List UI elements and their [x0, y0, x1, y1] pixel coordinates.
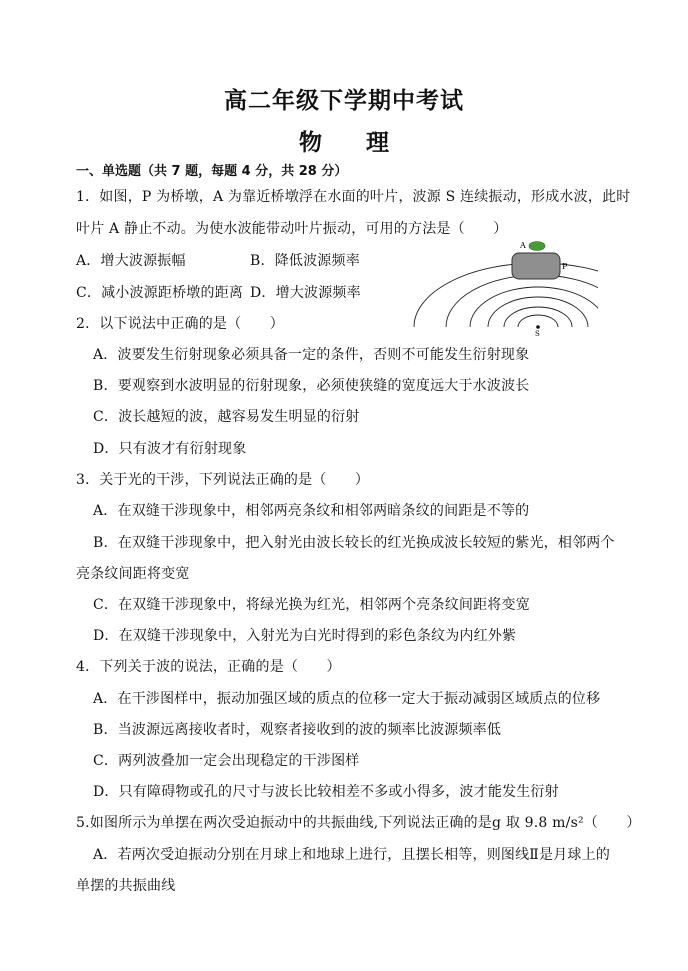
wave-ripples — [414, 263, 598, 327]
bridge-pier-shape — [512, 253, 560, 279]
subject-char-2: 理 — [366, 130, 389, 156]
q3-stem: 3．关于光的干涉，下列说法正确的是（ ） — [76, 472, 370, 488]
q5-option-a-line1: A．若两次受迫振动分别在月球上和地球上进行，且摆长相等，则图线Ⅱ是月球上的 — [93, 847, 611, 863]
q1-stem-line1: 1．如图，P 为桥墩，A 为靠近桥墩浮在水面的叶片，波源 S 连续振动，形成水波，此时 — [76, 189, 631, 205]
q4-option-d: D．只有障碍物或孔的尺寸与波长比较相差不多或小得多，波才能发生衍射 — [93, 784, 559, 800]
q3-option-a: A．在双缝干涉现象中，相邻两亮条纹和相邻两暗条纹的间距是不等的 — [93, 503, 530, 519]
q2-option-c: C．波长越短的波，越容易发生明显的衍射 — [93, 409, 360, 425]
q1-stem-line2: 叶片 A 静止不动。为使水波能带动叶片振动，可用的方法是（ ） — [76, 221, 508, 237]
q3-option-c: C．在双缝干涉现象中，将绿光换为红光，相邻两个亮条纹间距将变宽 — [93, 597, 530, 613]
q1-figure — [408, 236, 598, 336]
q3-option-d: D．在双缝干涉现象中，入射光为白光时得到的彩色条纹为内红外紫 — [93, 628, 517, 644]
q5-stem: 5.如图所示为单摆在两次受迫振动中的共振曲线,下列说法正确的是g 取 9.8 m/s²（ ） — [76, 815, 641, 831]
q4-option-c: C．两列波叠加一定会出现稳定的干涉图样 — [93, 753, 360, 769]
q5-option-a-line2: 单摆的共振曲线 — [76, 878, 176, 894]
subject-char-1: 物 — [299, 130, 322, 156]
q2-option-d: D．只有波才有衍射现象 — [93, 441, 247, 457]
ripple-5 — [446, 275, 598, 327]
q2-stem: 2．以下说法中正确的是（ ） — [76, 316, 284, 332]
q4-stem: 4．下列关于波的说法，正确的是（ ） — [76, 659, 341, 675]
q1-option-d: D．增大波源频率 — [250, 285, 361, 301]
exam-title: 高二年级下学期中考试 — [224, 88, 464, 114]
ripple-2 — [504, 307, 572, 327]
section-heading: 一、单选题（共 7 题，每题 4 分，共 28 分） — [76, 164, 348, 179]
q1-option-a: A．增大波源振幅 — [76, 253, 186, 269]
label-a: A — [520, 241, 526, 250]
leaf-shape — [529, 242, 545, 251]
source-dot — [536, 325, 540, 329]
ripple-3 — [488, 297, 588, 327]
q1-option-b: B．降低波源频率 — [250, 253, 360, 269]
q3-option-b-line1: B．在双缝干涉现象中，把入射光由波长较长的红光换成波长较短的紫光，相邻两个 — [93, 535, 615, 551]
q3-option-b-line2: 亮条纹间距将变宽 — [76, 566, 190, 582]
q1-option-c: C．减小波源距桥墩的距离 — [76, 285, 244, 301]
label-s: S — [535, 330, 540, 336]
q2-option-a: A．波要发生衍射现象必须具备一定的条件，否则不可能发生衍射现象 — [93, 347, 530, 363]
q2-option-b: B．要观察到水波明显的衍射现象，必须使狭缝的宽度远大于水波波长 — [93, 378, 530, 394]
ripple-6 — [414, 263, 598, 327]
label-p: P — [562, 262, 568, 271]
subject-heading — [0, 124, 688, 157]
q4-option-b: B．当波源远离接收者时，观察者接收到的波的频率比波源频率低 — [93, 722, 502, 738]
q4-option-a: A．在干涉图样中，振动加强区域的质点的位移一定大于振动减弱区域质点的位移 — [93, 691, 601, 707]
